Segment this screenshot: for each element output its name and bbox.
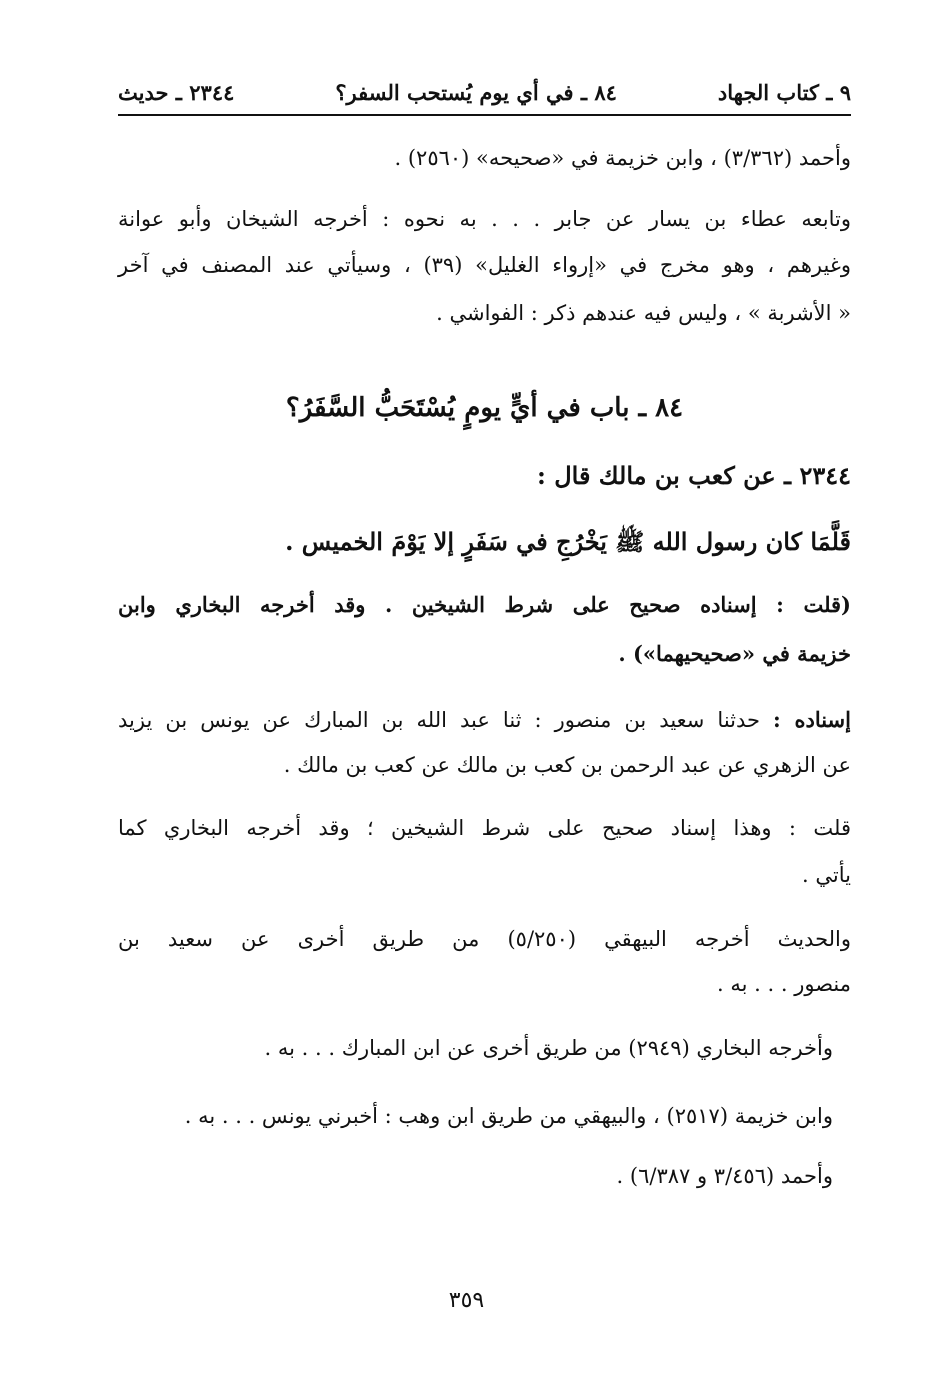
chapter-title: ٨٤ ـ باب في أيٍّ يومٍ يُسْتَحَبُّ السَّفَرُ؟ [285, 393, 684, 423]
isnad-label: إسناده : [773, 707, 851, 732]
intro-para-line: وتابعه عطاء بن يسار عن جابر . . . به نحوه : أخرجه الشيخان وأبو عوانة [118, 207, 851, 231]
header-hadith-ref: ٢٣٤٤ ـ حديث [118, 79, 235, 105]
intro-line: وأحمد (٣/٣٦٢) ، وابن خزيمة في «صحيحه» (٢٥٦٠) . [394, 146, 851, 170]
reference-line: وأحمد (٣/٤٥٦ و ٦/٣٨٧) . [616, 1164, 833, 1188]
isnad-line [118, 700, 851, 740]
header-section: ٨٤ ـ في أي يوم يُستحب السفر؟ [335, 79, 617, 105]
isnad-line: عن الزهري عن عبد الرحمن بن كعب بن مالك عن كعب بن مالك . [283, 753, 851, 777]
comment-line: منصور . . . به . [717, 972, 851, 996]
hadith-header: ٢٣٤٤ ـ عن كعب بن مالك قال : [537, 461, 851, 490]
running-header [118, 74, 851, 110]
comment-line: قلت : وهذا إسناد صحيح على شرط الشيخين ؛ وقد أخرجه البخاري كما [118, 816, 851, 840]
header-chapter: ٩ ـ كتاب الجهاد [717, 79, 851, 105]
hadith-text: قَلَّمَا كان رسول الله ﷺ يَخْرُجِ في سَفَرٍ إلا يَوْمَ الخميس . [285, 527, 851, 556]
intro-para-line: « الأشربة » ، وليس فيه عندهم ذكر : الفواشي . [436, 301, 851, 325]
comment-line: والحديث أخرجه البيهقي (٥/٢٥٠) من طريق أخرى عن سعيد بن [118, 927, 851, 951]
reference-line: وابن خزيمة (٢٥١٧) ، والبيهقي من طريق ابن وهب : أخبرني يونس . . . به . [184, 1104, 833, 1128]
intro-para-line: وغيرهم ، وهو مخرج في «إرواء الغليل» (٣٩) ، وسيأتي عند المصنف في آخر [118, 253, 851, 277]
grading-line: خزيمة في «صحيحيهما») . [618, 641, 851, 666]
reference-line: وأخرجه البخاري (٢٩٤٩) من طريق أخرى عن ابن المبارك . . . به . [264, 1036, 833, 1060]
comment-line: يأتي . [802, 863, 851, 887]
header-rule [118, 114, 851, 116]
page-number: ٣٥٩ [448, 1288, 485, 1313]
isnad-text: حدثنا سعيد بن منصور : ثنا عبد الله بن المبارك عن يونس بن يزيد [118, 708, 761, 732]
grading-line: (قلت : إسناده صحيح على شرط الشيخين . وقد أخرجه البخاري وابن [118, 592, 851, 617]
